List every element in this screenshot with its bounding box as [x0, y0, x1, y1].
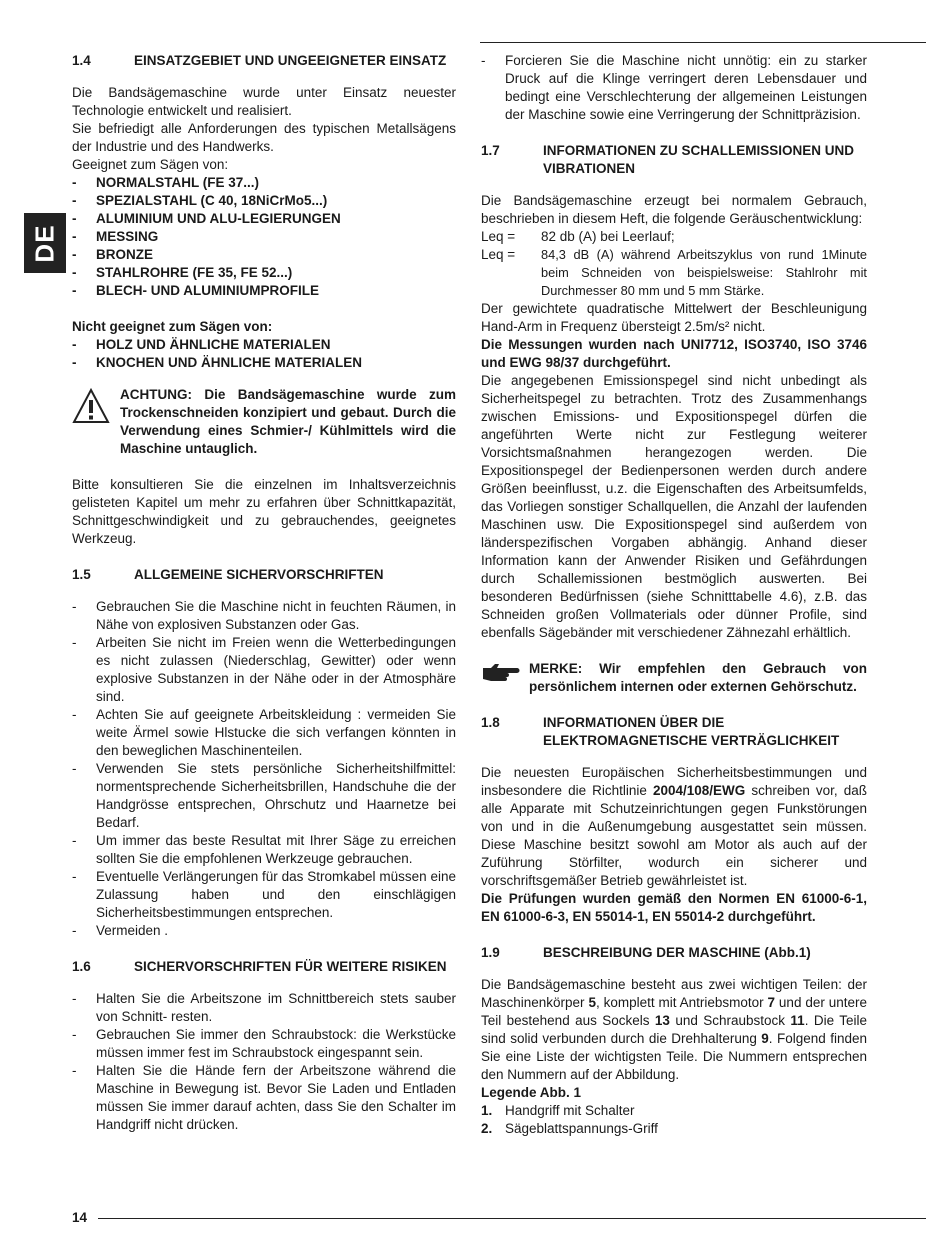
right-column [481, 52, 867, 1138]
list-item: - SPEZIALSTAHL (C 40, 18NiCrMo5...) [72, 193, 328, 208]
left-column [72, 52, 456, 1134]
unsuitable-title: Nicht geeignet zum Sägen von: [72, 319, 273, 334]
bottom-rule [98, 1218, 926, 1219]
section-heading-1-8: 1.8 INFORMATIONEN ÜBER DIE ELEKTROMAGNETISCHE VERTRÄGLICHKEIT [481, 715, 840, 748]
safety-rules-list [72, 598, 456, 940]
legend-item: 2. Sägeblattspannungs-Griff [481, 1121, 658, 1136]
list-item: - HOLZ UND ÄHNLICHE MATERIALEN [72, 337, 331, 352]
section-heading-1-7: 1.7 INFORMATIONEN ZU SCHALLEMISSIONEN UND VIBRATIONEN [481, 143, 854, 176]
section-heading-1-4: 1.4 EINSATZGEBIET UND UNGEEIGNETER EINSATZ [72, 53, 447, 68]
language-tab [24, 213, 66, 273]
warning-text: ACHTUNG: Die Bandsägemaschine wurde zum Trockenschneiden konzipiert und gebaut. Durch die Verwendung eines Schmier-/ Kühlmittels wird die Maschine untauglich. [120, 387, 456, 456]
paragraph-bold: Die Messungen wurden nach UNI7712, ISO3740, ISO 3746 und EWG 98/37 durchgeführt. [481, 337, 867, 370]
list-item: - KNOCHEN UND ÄHNLICHE MATERIALEN [72, 355, 362, 370]
list-item: - BRONZE [72, 247, 153, 262]
list-item: - Halten Sie die Arbeitszone im Schnittbereich stets sauber von Schnitt- resten. [72, 991, 456, 1024]
leq-row: Leq = 82 db (A) bei Leerlauf; [481, 229, 675, 244]
paragraph: Die angegebenen Emissionspegel sind nicht unbedingt als Sicherheitspegel zu betrachten. Trotz des Zusammenhangs zwischen Emissions- und Expositionspegel dürfen die angeführten Werte nicht zur Festlegung weiterer Vorsichtsmaßnahmen herangezogen werden. Die Expositionspegel der Bedienpersonen werden durch andere Größen beeinflusst, u.z. die Eigenschaften des Arbeitsumfelds, das Vorliegen sonstiger Schallquellen, die Anzahl der laufenden Maschinen usw. Die Expositionspegel sind außerdem von länderspezifischen Vorgaben abhängig. Anhand dieser Information kann der Anwender Risiken und Gefährdungen durch Schallemissionen bestmöglich auswerten. Bei besonderen Bedürfnissen (siehe Schnitttabelle 4.6), z.B. das Schneiden großen Vollmaterials oder dünner Profile, sind ebenfalls Sägebänder mit verschiedener Zähnezahl erhältlich. [481, 373, 867, 640]
list-item: - STAHLROHRE (FE 35, FE 52...) [72, 265, 293, 280]
list-item: - Achten Sie auf geeignete Arbeitskleidung : vermeiden Sie weite Ärmel sowie Hlstucke die sich verfangen könnten in den beweglichen Maschinenteilen. [72, 707, 456, 758]
list-item: - Arbeiten Sie nicht im Freien wenn die Wetterbedingungen es nicht zulassen (Niederschlag, Gewitter) oder wenn explosive Substanzen in der Nähe oder in der Atmosphäre sind. [72, 635, 456, 704]
list-item: - NORMALSTAHL (FE 37...) [72, 175, 260, 190]
list-item: - Um immer das beste Resultat mit Ihrer Säge zu erreichen sollten Sie die empfohlenen Werkzeuge gebrauchen. [72, 833, 456, 866]
list-item: - Halten Sie die Hände fern der Arbeitszone während die Maschine in Bewegung ist. Bevor Sie Laden und Entladen müssen Sie immer darauf achten, dass Sie den Schalter im Handgriff nicht drücken. [72, 1063, 456, 1132]
list-item: - BLECH- UND ALUMINIUMPROFILE [72, 283, 319, 298]
list-item: - Forcieren Sie die Maschine nicht unnötig: ein zu starker Druck auf die Klinge verringert deren Lebensdauer und bedingt eine Verschlechterung der allgemeinen Leistungen der Maschine sowie eine Verringerung der Schnittpräzision. [481, 53, 867, 122]
section-heading-1-5: 1.5 ALLGEMEINE SICHERVORSCHRIFTEN [72, 567, 384, 582]
list-item: - MESSING [72, 229, 159, 244]
paragraph: Die neuesten Europäischen Sicherheitsbestimmungen und insbesondere die Richtlinie 2004/108/EWG schreiben vor, daß alle Apparate mit Schutzeinrichtungen gegen Funkstörungen von und in die Außenumgebung ausgestattet sein müssen. Diese Maschine besitzt sowohl am Motor als auch auf der Zuführung Störfilter, wodurch ein sicherer und vorschriftsgemäßer Betrieb gewährleistet ist. [481, 765, 867, 888]
paragraph: Die Bandsägemaschine erzeugt bei normalem Gebrauch, beschrieben in diesem Heft, die folgende Geräuschentwicklung: [481, 193, 867, 226]
note-box [481, 660, 867, 696]
warning-box [72, 386, 456, 458]
paragraph: Bitte konsultieren Sie die einzelnen im Inhaltsverzeichnis gelisteten Kapitel um mehr zu erfahren über Schnittkapazität, Schnittgeschwindigkeit und zu gebrauchendes, geeignetes Werkzeug. [72, 477, 456, 546]
risk-rules-list [72, 990, 456, 1134]
suitable-materials-list [72, 174, 456, 300]
warning-icon [72, 386, 120, 458]
paragraph: Sie befriedigt alle Anforderungen des typischen Metallsägens der Industrie und des Handwerks. [72, 121, 456, 154]
pointing-hand-icon [481, 660, 529, 696]
paragraph-bold: Die Prüfungen wurden gemäß den Normen EN 61000-6-1, EN 61000-6-3, EN 55014-1, EN 55014-2 durchgeführt. [481, 891, 867, 924]
paragraph: Die Bandsägemaschine wurde unter Einsatz neuester Technologie entwickelt und realisiert. [72, 85, 456, 118]
top-rule [480, 42, 926, 43]
leq-row: Leq = 84,3 dB (A) während Arbeitszyklus von rund 1Minute beim Schneiden von beispielsweise: Stahlrohr mit Durchmesser 80 mm und 5 mm Stärke. [481, 247, 867, 298]
paragraph: Der gewichtete quadratische Mittelwert der Beschleunigung Hand-Arm in Frequenz übersteigt 2.5m/s² nicht. [481, 301, 867, 334]
list-item: - Gebrauchen Sie immer den Schraubstock: die Werkstücke müssen immer fest im Schraubstock eingespannt sein. [72, 1027, 456, 1060]
list-item: - ALUMINIUM UND ALU-LEGIERUNGEN [72, 211, 341, 226]
list-item: - Eventuelle Verlängerungen für das Stromkabel müssen eine Zulassung haben und den einschlägigen Sicherheitsbestimmungen entsprechen. [72, 869, 456, 920]
paragraph: Die Bandsägemaschine besteht aus zwei wichtigen Teilen: der Maschinenkörper 5, komplett mit Antriebsmotor 7 und der untere Teil bestehend aus Sockels 13 und Schraubstock 11. Die Teile sind solid verbunden durch die Drehhalterung 9. Folgend finden Sie eine Liste der wichtigsten Teile. Die Nummern entsprechen den Nummern auf der Abbildung. [481, 977, 868, 1082]
paragraph: Geeignet zum Sägen von: [72, 157, 229, 172]
legend-item: 1. Handgriff mit Schalter [481, 1103, 635, 1118]
section-heading-1-6: 1.6 SICHERVORSCHRIFTEN FÜR WEITERE RISIKEN [72, 959, 447, 974]
section-heading-1-9: 1.9 BESCHREIBUNG DER MASCHINE (Abb.1) [481, 945, 811, 960]
page-number: 14 [72, 1210, 88, 1225]
legend-title: Legende Abb. 1 [481, 1085, 582, 1100]
unsuitable-materials-list [72, 336, 456, 372]
list-item: - Gebrauchen Sie die Maschine nicht in feuchten Räumen, in Nähe von explosiven Substanzen oder Gas. [72, 599, 456, 632]
note-text: MERKE: Wir empfehlen den Gebrauch von persönlichem internen oder externen Gehörschutz. [529, 661, 867, 694]
list-item: - Verwenden Sie stets persönliche Sicherheitshilfmittel: normentsprechende Sicherheitsbrillen, Handschuhe die der Handgrösse entsprechen, Ohrschutz und Haarnetze bei Bedarf. [72, 761, 456, 830]
list-item: - Vermeiden . [72, 923, 169, 938]
language-tab-label: DE [29, 223, 60, 263]
